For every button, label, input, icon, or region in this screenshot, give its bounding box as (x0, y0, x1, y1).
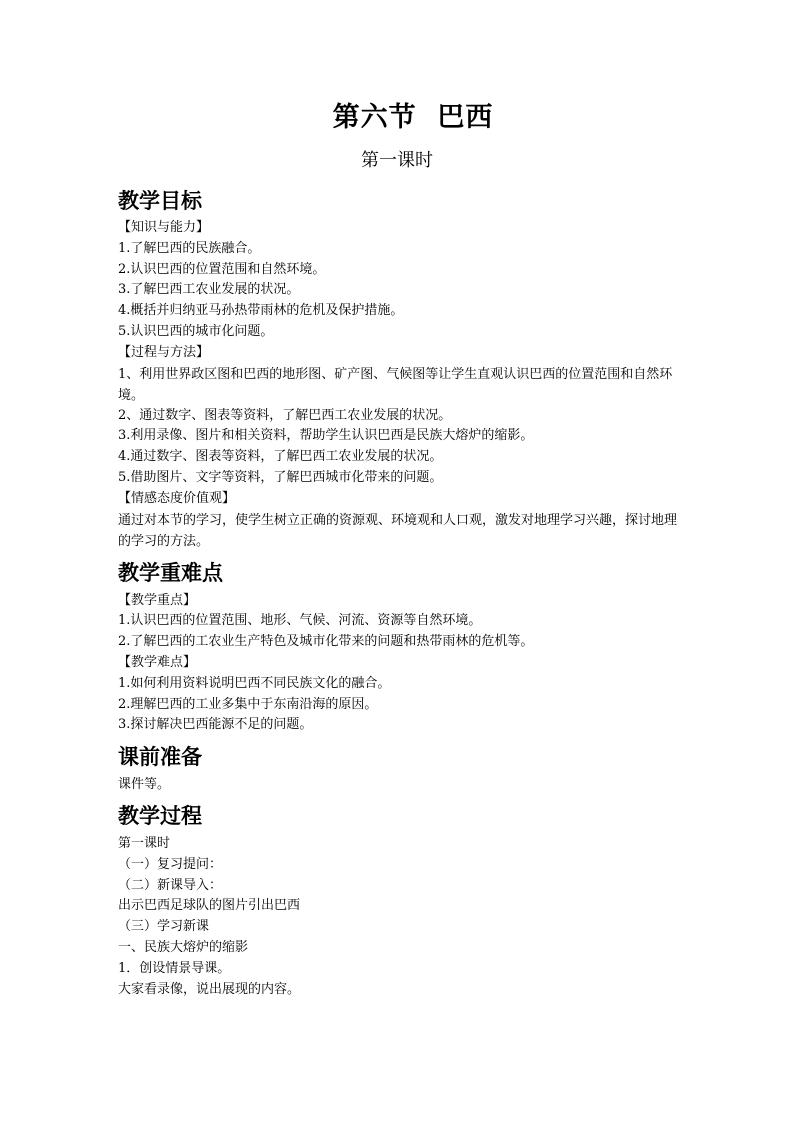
subsection-label-focus: 【教学重点】 (118, 592, 197, 608)
list-item: 5.借助图片、文字等资料，了解巴西城市化带来的问题。 (118, 469, 443, 485)
document-subtitle: 第一课时 (361, 150, 433, 171)
list-item: 5.认识巴西的城市化问题。 (118, 323, 274, 339)
list-item: 3.利用录像、图片和相关资料，帮助学生认识巴西是民族大熔炉的缩影。 (118, 428, 534, 444)
subsection-label-knowledge: 【知识与能力】 (118, 220, 210, 235)
list-item: 1、利用世界政区图和巴西的地形图、矿产图、气候图等让学生直观认识巴西的位置范围和自然环境。 (118, 366, 673, 403)
section-heading-objectives: 教学目标 (118, 188, 202, 213)
document-body (118, 184, 678, 1000)
section-heading-process: 教学过程 (118, 802, 202, 828)
list-item: 4.通过数字、图表等资料，了解巴西工农业发展的状况。 (118, 449, 443, 465)
list-item: 大家看录像，说出展现的内容。 (118, 981, 301, 997)
list-item: 2、通过数字、图表等资料，了解巴西工农业发展的状况。 (118, 407, 452, 423)
paragraph-emotion: 通过对本节的学习，使学生树立正确的资源观、环境观和人口观，激发对地理学习兴趣，探讨地理的学习的方法。 (118, 512, 678, 549)
section-heading-key-points: 教学重难点 (118, 559, 223, 585)
list-item: （三）学习新课 (118, 919, 210, 935)
section-heading-preparation: 课前准备 (118, 744, 202, 770)
list-item: （二）新课导入： (118, 877, 223, 893)
subsection-label-difficulty: 【教学难点】 (118, 654, 197, 670)
list-item: 3.了解巴西工农业发展的状况。 (118, 282, 300, 298)
list-item: 出示巴西足球队的图片引出巴西 (118, 898, 301, 914)
list-item: 一、民族大熔炉的缩影 (118, 939, 249, 955)
paragraph-preparation: 课件等。 (118, 777, 171, 793)
list-item: 1．创设情景导课。 (118, 960, 231, 976)
list-item: （一）复习提问： (118, 856, 223, 872)
section-objectives (118, 184, 678, 552)
section-key-points (118, 556, 678, 737)
list-item: 2.了解巴西的工农业生产特色及城市化带来的问题和热带雨林的危机等。 (118, 634, 534, 650)
list-item: 2.理解巴西的工业多集中于东南沿海的原因。 (118, 696, 378, 712)
section-process (118, 799, 678, 1000)
list-item: 1.了解巴西的民族融合。 (118, 240, 261, 256)
list-item: 第一课时 (118, 835, 171, 851)
list-item: 4.概括并归纳亚马孙热带雨林的危机及保护措施。 (118, 303, 404, 319)
subsection-label-process: 【过程与方法】 (118, 344, 210, 360)
subsection-label-emotion: 【情感态度价值观】 (118, 490, 236, 506)
list-item: 1.认识巴西的位置范围、地形、气候、河流、资源等自然环境。 (118, 613, 482, 629)
document-title: 第六节 巴西 (332, 102, 494, 133)
list-item: 2.认识巴西的位置范围和自然环境。 (118, 261, 326, 277)
list-item: 3.探讨解决巴西能源不足的问题。 (118, 717, 313, 733)
list-item: 1.如何利用资料说明巴西不同民族文化的融合。 (118, 675, 391, 691)
section-preparation (118, 740, 678, 796)
